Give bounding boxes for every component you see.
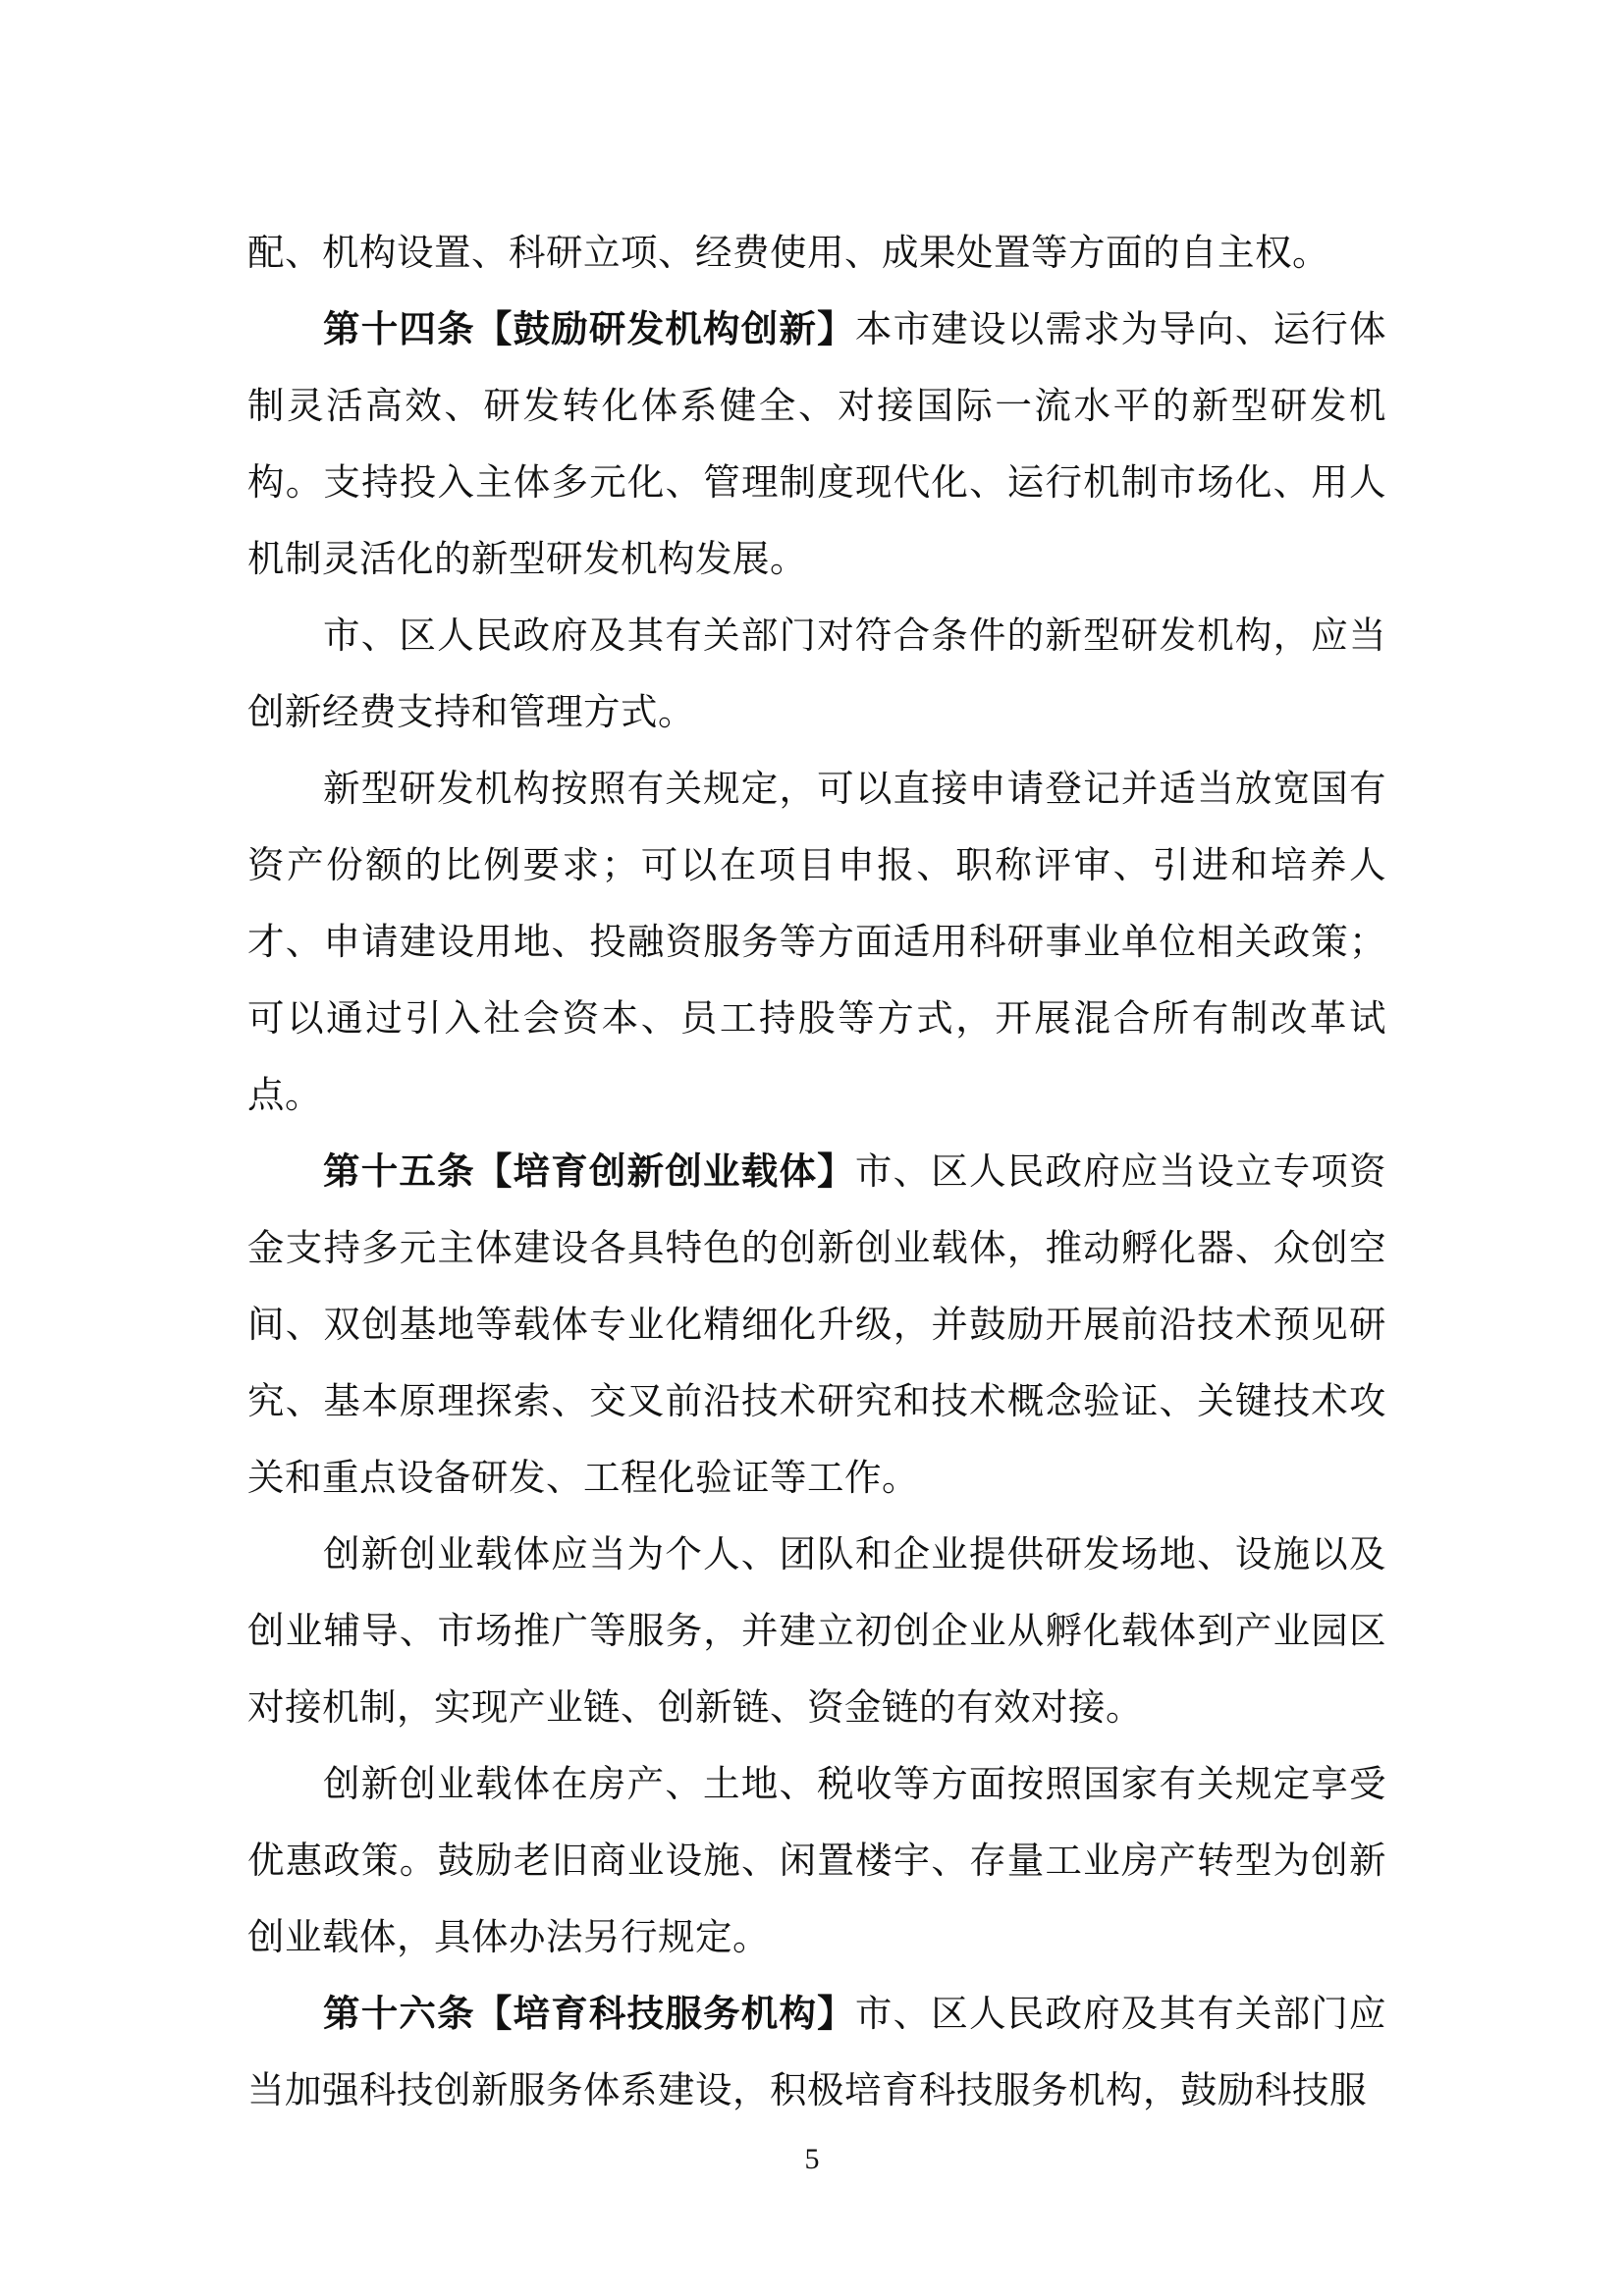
article-16-text: 市、区人民政府及其有关部门应当加强科技创新服务体系建设，积极培育科技服务机构，鼓励科技服 <box>247 1992 1387 2111</box>
article-16-title: 第十六条【培育科技服务机构】 <box>323 1992 855 2035</box>
paragraph-7 <box>247 1745 1386 1975</box>
article-16 <box>247 1975 1386 2128</box>
article-15-title: 第十五条【培育创新创业载体】 <box>323 1149 855 1193</box>
paragraph-1-text: 配、机构设置、科研立项、经费使用、成果处置等方面的自主权。 <box>247 231 1329 274</box>
article-14-text: 本市建设以需求为导向、运行体制灵活高效、研发转化体系健全、对接国际一流水平的新型研发机构。支持投入主体多元化、管理制度现代化、运行机制市场化、用人机制灵活化的新型研发机构发展。 <box>247 307 1387 580</box>
paragraph-4-text: 新型研发机构按照有关规定，可以直接申请登记并适当放宽国有资产份额的比例要求；可以在项目申报、职称评审、引进和培养人才、申请建设用地、投融资服务等方面适用科研事业单位相关政策；可以通过引入社会资本、员工持股等方式，开展混合所有制改革试点。 <box>247 767 1386 1116</box>
paragraph-6-text: 创新创业载体应当为个人、团队和企业提供研发场地、设施以及创业辅导、市场推广等服务，并建立初创企业从孵化载体到产业园区对接机制，实现产业链、创新链、资金链的有效对接。 <box>247 1532 1386 1729</box>
paragraph-6 <box>247 1516 1386 1745</box>
document-body <box>247 214 1386 2128</box>
paragraph-3 <box>247 597 1386 750</box>
paragraph-7-text: 创新创业载体在房产、土地、税收等方面按照国家有关规定享受优惠政策。鼓励老旧商业设施、闲置楼宇、存量工业房产转型为创新创业载体，具体办法另行规定。 <box>247 1762 1386 1958</box>
article-14 <box>247 291 1386 597</box>
paragraph-4 <box>247 750 1386 1133</box>
article-14-title: 第十四条【鼓励研发机构创新】 <box>323 307 855 350</box>
paragraph-1 <box>247 214 1386 291</box>
article-15 <box>247 1133 1386 1516</box>
page-number: 5 <box>804 2143 820 2175</box>
article-15-text: 市、区人民政府应当设立专项资金支持多元主体建设各具特色的创新创业载体，推动孵化器、众创空间、双创基地等载体专业化精细化升级，并鼓励开展前沿技术预见研究、基本原理探索、交叉前沿技术研究和技术概念验证、关键技术攻关和重点设备研发、工程化验证等工作。 <box>247 1149 1387 1499</box>
paragraph-3-text: 市、区人民政府及其有关部门对符合条件的新型研发机构，应当创新经费支持和管理方式。 <box>247 614 1386 733</box>
